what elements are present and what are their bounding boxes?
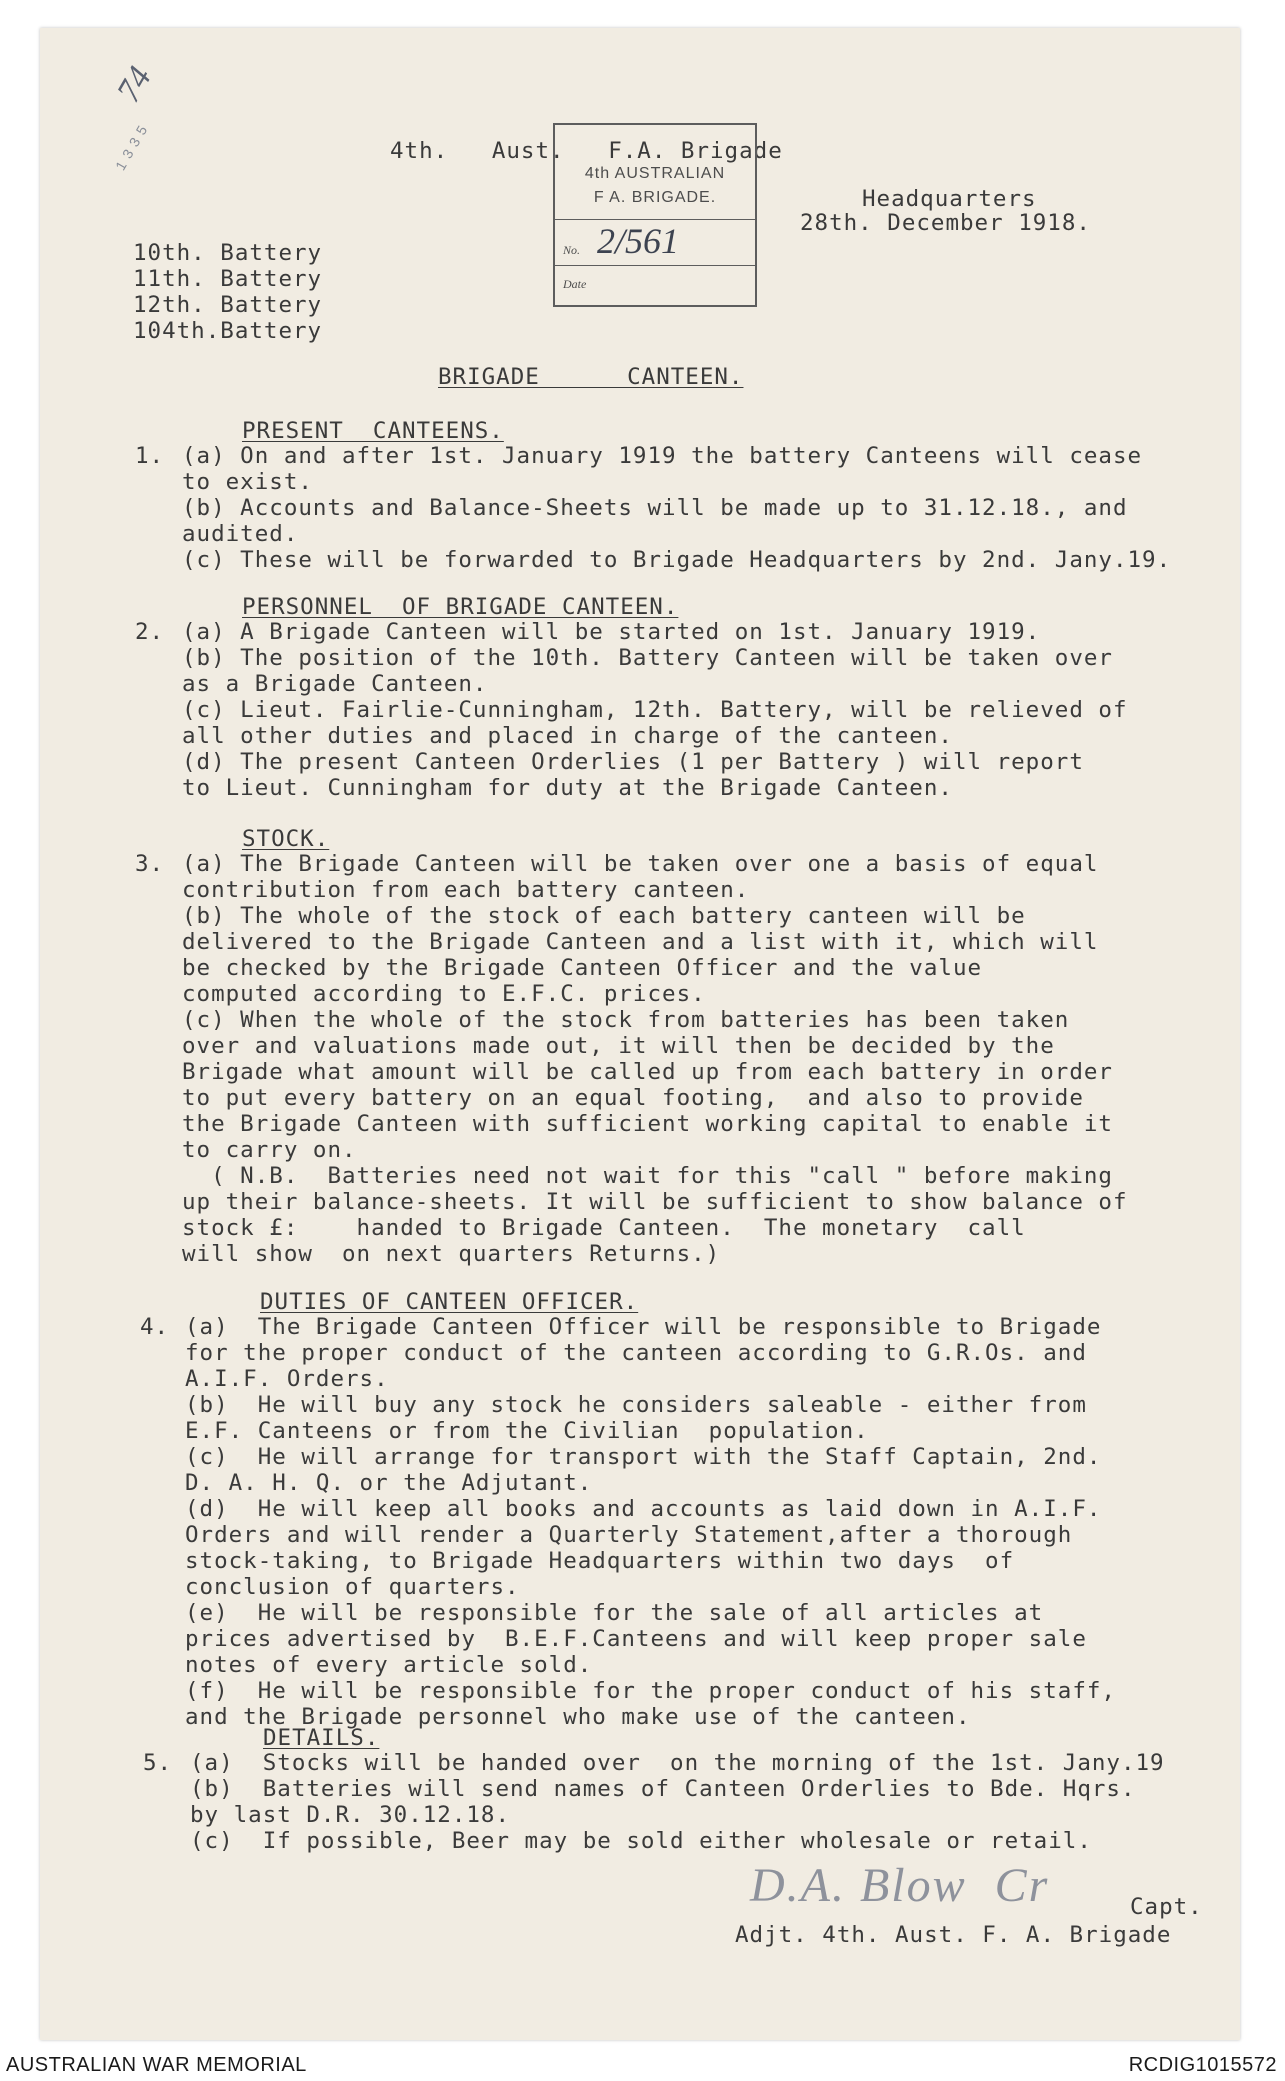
section-line: (f) He will be responsible for the proper conduct of his staff, <box>185 1678 1116 1704</box>
archive-handwritten-number: 74 <box>110 60 160 109</box>
section-line: (c) He will arrange for transport with the Staff Captain, 2nd. <box>185 1444 1102 1470</box>
section-line: (a) The Brigade Canteen will be taken over one a basis of equal <box>182 851 1099 877</box>
section-line: (d) He will keep all books and accounts as laid down in A.I.F. <box>185 1496 1102 1522</box>
section-number: 4. <box>140 1314 170 1340</box>
section-line: Brigade what amount will be called up from each battery in order <box>182 1059 1113 1085</box>
section-line: as a Brigade Canteen. <box>182 671 488 697</box>
signature-handwritten: D.A. Blow Cr <box>750 1859 1050 1912</box>
stamp-no-value: 2/561 <box>597 221 680 261</box>
section-line: conclusion of quarters. <box>185 1574 520 1600</box>
section-number: 1. <box>135 443 165 469</box>
section-line: audited. <box>182 521 299 547</box>
section-line: to put every battery on an equal footing, and also to provide <box>182 1085 1084 1111</box>
section-line: (b) The whole of the stock of each battery canteen will be <box>182 903 1026 929</box>
header-date: 28th. December 1918. <box>800 210 1091 236</box>
archive-small-marks: 1 3 3 5 <box>112 121 151 173</box>
section-line: and the Brigade personnel who make use of the canteen. <box>185 1704 971 1730</box>
section-line: prices advertised by B.E.F.Canteens and will keep proper sale <box>185 1626 1087 1652</box>
section-line: ( N.B. Batteries need not wait for this "call " before making <box>182 1163 1113 1189</box>
section-line: up their balance-sheets. It will be sufficient to show balance of <box>182 1189 1128 1215</box>
stamp-line-2: F A. BRIGADE. <box>593 189 717 206</box>
section-line: E.F. Canteens or from the Civilian population. <box>185 1418 869 1444</box>
header-unit: 4th. Aust. F.A. Brigade <box>390 138 783 164</box>
signature-rank: Capt. <box>1130 1894 1203 1920</box>
stamp-no-label: No. <box>563 243 581 257</box>
document-title: BRIGADE CANTEEN. <box>438 364 744 390</box>
section-heading: PERSONNEL OF BRIGADE CANTEEN. <box>242 594 679 620</box>
section-line: delivered to the Brigade Canteen and a list with it, which will <box>182 929 1099 955</box>
stamp-line-1: 4th AUSTRALIAN <box>584 165 726 182</box>
section-line: (b) Batteries will send names of Canteen Orderlies to Bde. Hqrs. <box>190 1776 1136 1802</box>
addressee-item: 10th. Battery <box>133 240 323 266</box>
section-line: stock-taking, to Brigade Headquarters within two days of <box>185 1548 1015 1574</box>
section-line: over and valuations made out, it will then be decided by the <box>182 1033 1055 1059</box>
section-line: to exist. <box>182 469 313 495</box>
section-line: (d) The present Canteen Orderlies (1 per Battery ) will report <box>182 749 1084 775</box>
section-line: A.I.F. Orders. <box>185 1366 389 1392</box>
section-line: stock £: handed to Brigade Canteen. The monetary call <box>182 1215 1026 1241</box>
section-line: to Lieut. Cunningham for duty at the Brigade Canteen. <box>182 775 953 801</box>
signature-title: Adjt. 4th. Aust. F. A. Brigade <box>735 1922 1172 1948</box>
section-line: all other duties and placed in charge of the canteen. <box>182 723 953 749</box>
section-line: (c) These will be forwarded to Brigade Headquarters by 2nd. Jany.19. <box>182 547 1172 573</box>
section-line: (a) The Brigade Canteen Officer will be responsible to Brigade <box>185 1314 1102 1340</box>
section-line: will show on next quarters Returns.) <box>182 1241 721 1267</box>
footer-record-id: RCDIG1015572 <box>1128 2054 1277 2076</box>
section-line: by last D.R. 30.12.18. <box>190 1802 511 1828</box>
section-line: (b) Accounts and Balance-Sheets will be made up to 31.12.18., and <box>182 495 1128 521</box>
stamp-date-label: Date <box>563 277 587 291</box>
section-line: contribution from each battery canteen. <box>182 877 750 903</box>
section-line: (e) He will be responsible for the sale of all articles at <box>185 1600 1044 1626</box>
registry-stamp <box>553 123 757 307</box>
section-heading: PRESENT CANTEENS. <box>242 418 504 444</box>
section-number: 5. <box>143 1750 173 1776</box>
section-line: D. A. H. Q. or the Adjutant. <box>185 1470 593 1496</box>
addressee-item: 12th. Battery <box>133 292 323 318</box>
section-line: to carry on. <box>182 1137 357 1163</box>
section-line: the Brigade Canteen with sufficient working capital to enable it <box>182 1111 1113 1137</box>
section-line: notes of every article sold. <box>185 1652 593 1678</box>
section-line: (c) Lieut. Fairlie-Cunningham, 12th. Battery, will be relieved of <box>182 697 1128 723</box>
section-line: (c) If possible, Beer may be sold either wholesale or retail. <box>190 1828 1092 1854</box>
section-line: be checked by the Brigade Canteen Officer and the value <box>182 955 983 981</box>
section-heading: STOCK. <box>242 826 330 852</box>
section-line: computed according to E.F.C. prices. <box>182 981 706 1007</box>
footer-institution: AUSTRALIAN WAR MEMORIAL <box>6 2054 307 2076</box>
section-line: Orders and will render a Quarterly Statement,after a thorough <box>185 1522 1073 1548</box>
section-heading: DETAILS. <box>263 1725 380 1751</box>
section-line: (b) The position of the 10th. Battery Canteen will be taken over <box>182 645 1113 671</box>
section-line: for the proper conduct of the canteen according to G.R.Os. and <box>185 1340 1087 1366</box>
section-line: (a) A Brigade Canteen will be started on 1st. January 1919. <box>182 619 1041 645</box>
section-number: 2. <box>135 619 165 645</box>
section-line: (b) He will buy any stock he considers saleable - either from <box>185 1392 1087 1418</box>
section-line: (a) On and after 1st. January 1919 the battery Canteens will cease <box>182 443 1143 469</box>
header-hq: Headquarters <box>862 186 1037 212</box>
section-heading: DUTIES OF CANTEEN OFFICER. <box>260 1289 639 1315</box>
section-line: (a) Stocks will be handed over on the morning of the 1st. Jany.19 <box>190 1750 1165 1776</box>
addressee-item: 104th.Battery <box>133 318 323 344</box>
section-line: (c) When the whole of the stock from batteries has been taken <box>182 1007 1070 1033</box>
section-number: 3. <box>135 851 165 877</box>
addressee-item: 11th. Battery <box>133 266 323 292</box>
